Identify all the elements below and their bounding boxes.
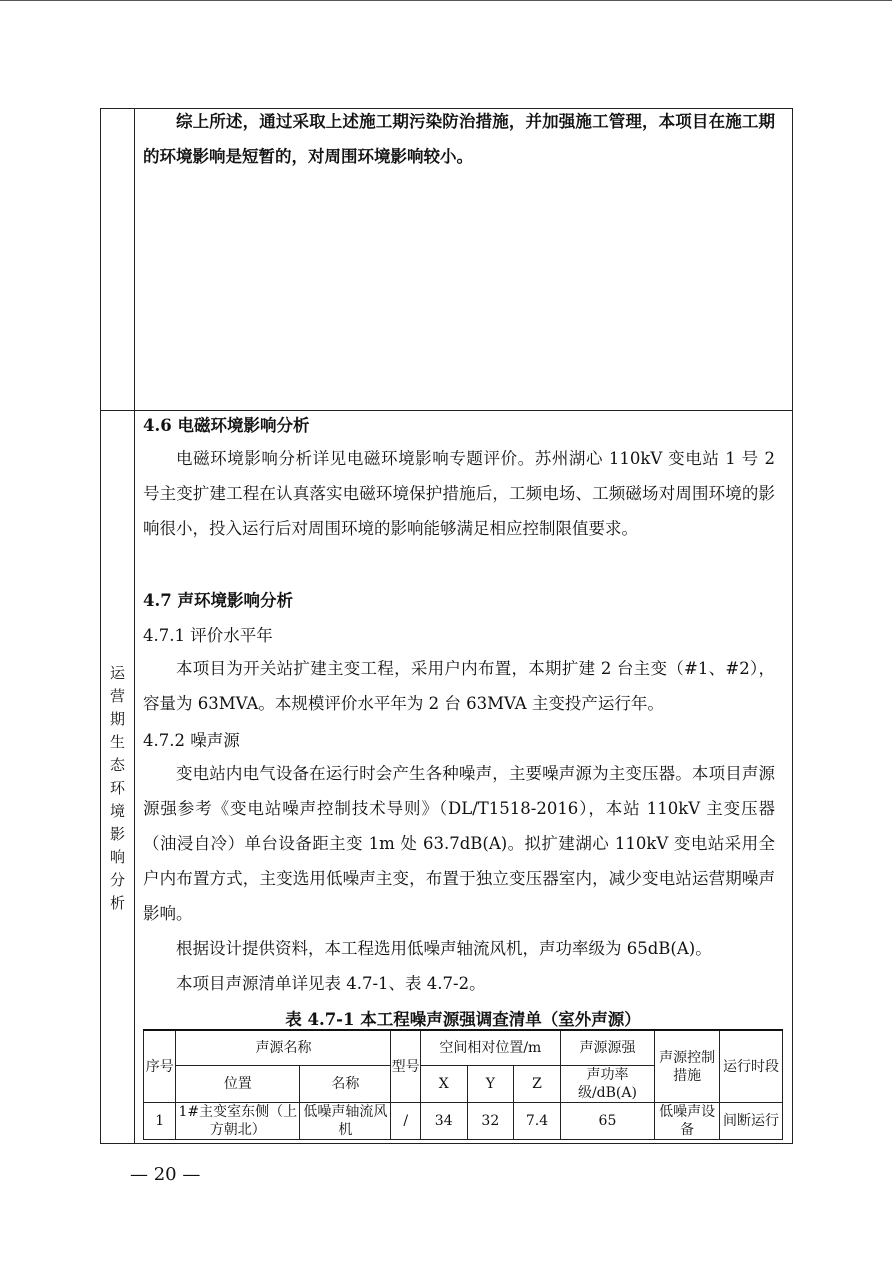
header-location: 位置 (176, 1066, 300, 1103)
page-number: — 20 — (130, 1164, 201, 1185)
table-caption: 表 4.7-1 本工程噪声源强调查清单（室外声源） (285, 1010, 641, 1029)
side-label-char: 环 (109, 779, 125, 797)
section-4-7-1-paragraph: 本项目为开关站扩建主变工程，采用户内布置，本期扩建 2 台主变（#1、#2），容量为 63MVA。本规模评价水平年为 2 台 63MVA 主变投产运行年。 (143, 659, 775, 713)
cell-control: 低噪声设备 (655, 1103, 720, 1140)
row-divider (100, 410, 793, 411)
side-label-char: 影 (109, 825, 125, 843)
fan-paragraph: 根据设计提供资料，本工程选用低噪声轴流风机，声功率级为 65dB(A)。 (176, 939, 712, 958)
cell-period: 间断运行 (720, 1103, 783, 1140)
section-4-7-heading: 4.7 声环境影响分析 (143, 591, 293, 610)
header-model: 型号 (391, 1030, 420, 1103)
header-name: 名称 (300, 1066, 391, 1103)
header-position: 空间相对位置/m (420, 1030, 560, 1066)
cell-y: 32 (467, 1103, 514, 1140)
side-label-char: 生 (109, 733, 125, 751)
header-seq: 序号 (144, 1030, 176, 1103)
cell-name: 低噪声轴流风机 (300, 1103, 391, 1140)
side-label-char: 营 (109, 687, 125, 705)
header-y: Y (467, 1066, 514, 1103)
section-4-6-paragraph: 电磁环境影响分析详见电磁环境影响专题评价。苏州湖心 110kV 变电站 1 号 2 号主变扩建工程在认真落实电磁环境保护措施后，工频电场、工频磁场对周围环境的影响很小，投入运行后对周围环境的影响能够满足相应控制限值要求。 (143, 449, 775, 538)
column-divider (134, 108, 135, 1144)
header-z: Z (514, 1066, 561, 1103)
section-side-label (101, 662, 134, 915)
noise-source-table (143, 1029, 783, 1140)
side-label-char: 分 (109, 871, 125, 889)
header-source-name: 声源名称 (176, 1030, 391, 1066)
header-control: 声源控制措施 (655, 1030, 720, 1103)
table-header-row (144, 1030, 783, 1066)
side-label-char: 期 (109, 710, 125, 728)
header-period: 运行时段 (720, 1030, 783, 1103)
side-label-char: 析 (109, 894, 125, 912)
cell-power: 65 (560, 1103, 654, 1140)
cell-seq: 1 (144, 1103, 176, 1140)
section-4-7-1-heading: 4.7.1 评价水平年 (143, 626, 273, 645)
construction-summary-paragraph: 综上所述，通过采取上述施工期污染防治措施，并加强施工管理，本项目在施工期的环境影响是短暂的，对周围环境影响较小。 (143, 112, 775, 166)
table-row (144, 1103, 783, 1140)
side-label-char: 响 (109, 848, 125, 866)
table-reference-paragraph: 本项目声源清单详见表 4.7-1、表 4.7-2。 (176, 974, 486, 993)
side-label-char: 态 (109, 756, 125, 774)
page-top-rule (0, 0, 892, 1)
section-4-7-2-heading: 4.7.2 噪声源 (143, 731, 240, 750)
cell-model: / (391, 1103, 420, 1140)
cell-location: 1#主变室东侧（上方朝北） (176, 1103, 300, 1140)
noise-source-paragraph: 变电站内电气设备在运行时会产生各种噪声，主要噪声源为主变压器。本项目声源源强参考《变电站噪声控制技术导则》（DL/T1518-2016），本站 110kV 主变压器（油浸自冷）单台设备距主变 1m 处 63.7dB(A)。拟扩建湖心 110kV 变电站采用全户内布置方式，主变选用低噪声主变，布置于独立变压器室内，减少变电站运营期噪声影响。 (143, 764, 775, 923)
header-power-level: 声功率级/dB(A) (560, 1066, 654, 1103)
section-4-6-heading: 4.6 电磁环境影响分析 (143, 416, 310, 435)
side-label-char: 运 (109, 664, 125, 682)
header-intensity: 声源源强 (560, 1030, 654, 1066)
cell-x: 34 (420, 1103, 467, 1140)
side-label-char: 境 (109, 802, 125, 820)
header-x: X (420, 1066, 467, 1103)
cell-z: 7.4 (514, 1103, 561, 1140)
